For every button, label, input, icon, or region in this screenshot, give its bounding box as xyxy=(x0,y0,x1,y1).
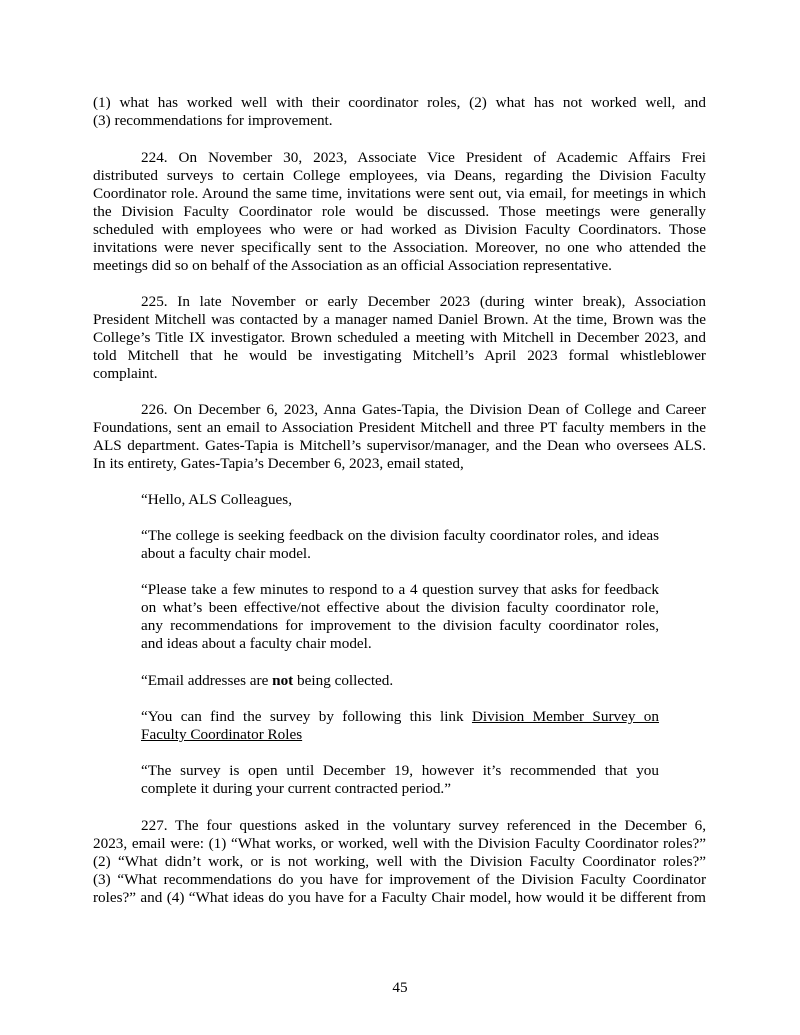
p226-line-1: 226. On December 6, 2023, Anna Gates-Tapia, the Division Dean of College and Career xyxy=(141,401,706,418)
quote-p4-line-1 xyxy=(141,708,659,726)
p225-line-2: President Mitchell was contacted by a manager named Daniel Brown. At the time, Brown was the xyxy=(93,311,706,328)
p225-line-4: told Mitchell that he would be investigating Mitchell’s April 2023 formal whistleblower xyxy=(93,347,706,364)
quote-p3-bold: not xyxy=(272,672,294,689)
p224-line-7: meetings did so on behalf of the Association as an official Association representative. xyxy=(93,257,612,274)
p225-line-5: complaint. xyxy=(93,365,158,382)
p224-line-2: distributed surveys to certain College employees, via Deans, regarding the Division Faculty xyxy=(93,167,706,184)
p224-line-5: scheduled with employees who were or had worked as Division Faculty Coordinators. Those xyxy=(93,221,706,238)
p227-line-5: roles?” and (4) “What ideas do you have for a Faculty Chair model, how would it be different from xyxy=(93,889,706,906)
survey-link-part-2[interactable]: Faculty Coordinator Roles xyxy=(141,726,303,743)
p227-line-2: 2023, email were: (1) “What works, or worked, well with the Division Faculty Coordinator roles?” xyxy=(93,835,706,852)
p224-line-3: Coordinator role. Around the same time, invitations were sent out, via email, for meetings in which xyxy=(93,185,706,202)
quote-p3-pre: “Email addresses are xyxy=(141,672,273,689)
p224-line-4: the Division Faculty Coordinator role would be discussed. Those meetings were generally xyxy=(93,203,706,220)
p225-line-1: 225. In late November or early December 2023 (during winter break), Association xyxy=(141,293,706,310)
quote-p4-line-2 xyxy=(141,726,659,744)
quote-p2-line-4: and ideas about a faculty chair model. xyxy=(141,635,372,652)
quote-p5-line-2: complete it during your current contracted period.” xyxy=(141,780,451,797)
p225-line-3: College’s Title IX investigator. Brown scheduled a meeting with Mitchell in December 2023, and xyxy=(93,329,706,346)
quote-p5-line-1: “The survey is open until December 19, however it’s recommended that you xyxy=(141,762,659,779)
page-number: 45 xyxy=(392,979,408,996)
survey-link-part-1[interactable]: Division Member Survey on xyxy=(471,708,659,725)
quote-p3-line xyxy=(141,672,659,690)
p227-line-1: 227. The four questions asked in the voluntary survey referenced in the December 6, xyxy=(141,817,706,834)
p227-line-3: (2) “What didn’t work, or is not working, well with the Division Faculty Coordinator roles?” xyxy=(93,853,706,870)
quote-p2-line-3: any recommendations for improvement to the division faculty coordinator roles, xyxy=(141,617,659,634)
quote-p1-line-1: “The college is seeking feedback on the division faculty coordinator roles, and ideas xyxy=(141,527,659,544)
p224-line-6: invitations were never specifically sent to the Association. Moreover, no one who attended the xyxy=(93,239,706,256)
intro-line-1: (1) what has worked well with their coordinator roles, (2) what has not worked well, and xyxy=(93,94,706,111)
p227-line-4: (3) “What recommendations do you have for improvement of the Division Faculty Coordinator xyxy=(93,871,706,888)
quote-p2-line-1: “Please take a few minutes to respond to a 4 question survey that asks for feedback xyxy=(141,581,659,598)
p224-line-1: 224. On November 30, 2023, Associate Vice President of Academic Affairs Frei xyxy=(141,149,706,166)
p226-line-2: Foundations, sent an email to Association President Mitchell and three PT faculty members in the xyxy=(93,419,706,436)
quote-p2-line-2: on what’s been effective/not effective about the division faculty coordinator role, xyxy=(141,599,659,616)
p226-line-3: ALS department. Gates-Tapia is Mitchell’s supervisor/manager, and the Dean who oversees ALS. xyxy=(93,437,706,454)
intro-line-2: (3) recommendations for improvement. xyxy=(93,112,333,129)
p226-line-4: In its entirety, Gates-Tapia’s December 6, 2023, email stated, xyxy=(93,455,464,472)
quote-greeting: “Hello, ALS Colleagues, xyxy=(141,491,293,508)
quote-p4-text: “You can find the survey by following this link xyxy=(141,708,472,725)
quote-p3-post: being collected. xyxy=(293,672,394,689)
quote-p1-line-2: about a faculty chair model. xyxy=(141,545,311,562)
